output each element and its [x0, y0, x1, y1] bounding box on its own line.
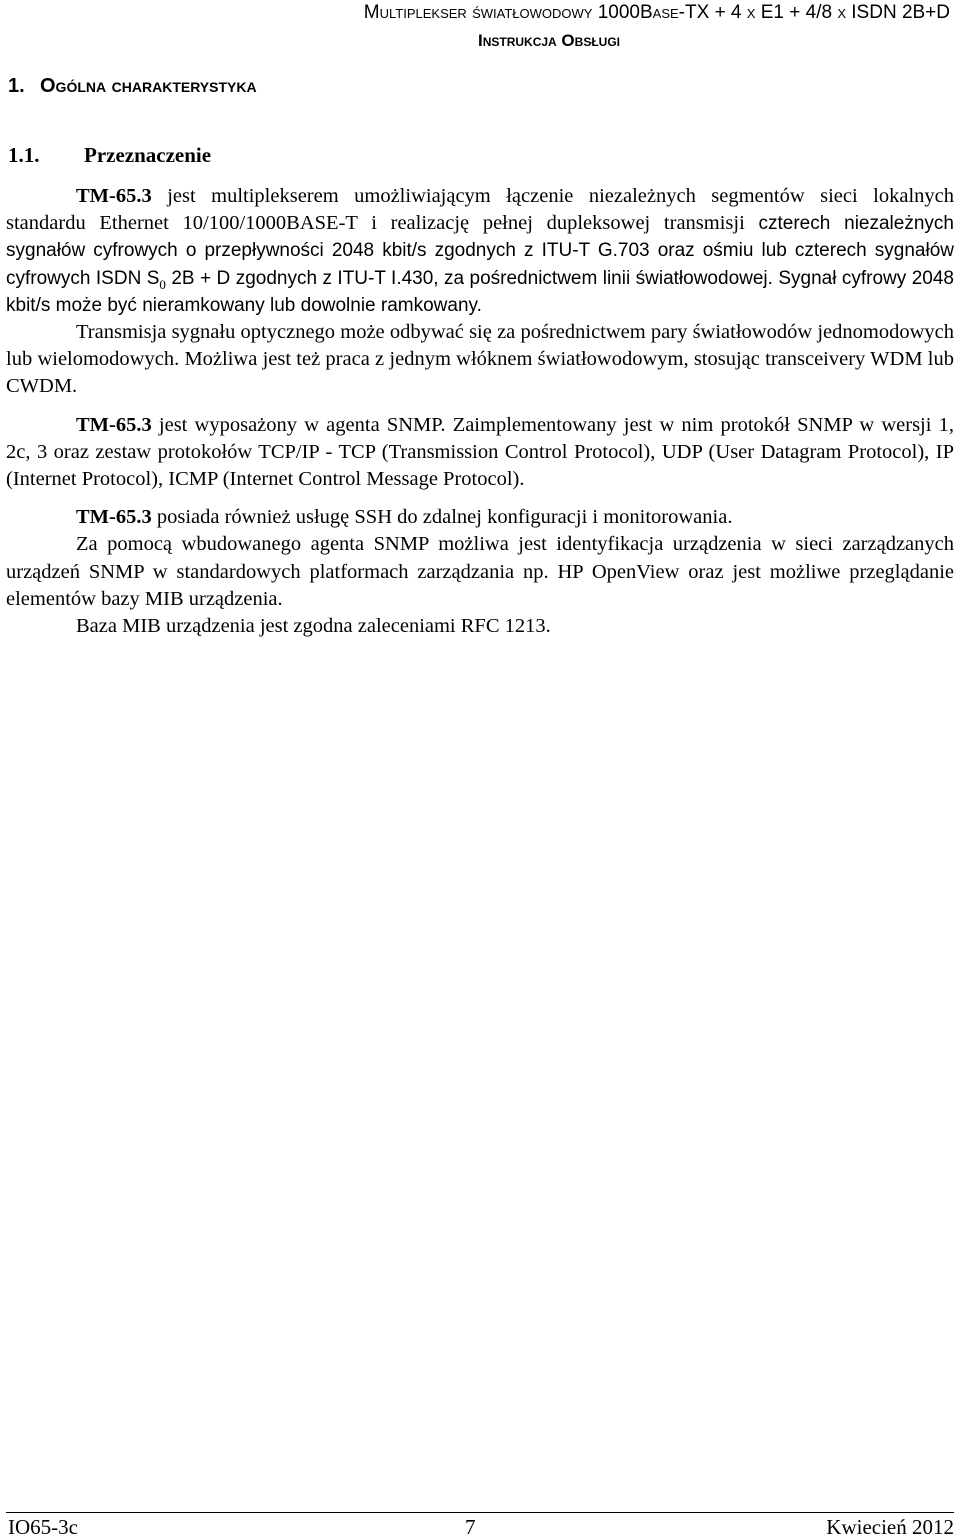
- paragraph-purpose: [6, 183, 954, 319]
- footer-page-number: 7: [465, 1515, 476, 1539]
- section-heading: [8, 142, 211, 169]
- subscript: 0: [159, 276, 166, 292]
- paragraph-snmp: [6, 412, 954, 494]
- running-header-subtitle: Instrukcja Obsługi: [477, 31, 620, 50]
- section-number: 1.1.: [8, 143, 40, 167]
- model-name: TM-65.3: [76, 413, 152, 436]
- paragraph-text: posiada również usługę SSH do zdalnej konfiguracji i monitorowania.: [151, 506, 733, 529]
- page-footer: [6, 1514, 954, 1540]
- model-name: TM-65.3: [76, 185, 152, 207]
- paragraph-text: czterech niezależnych sygnałów cyfrowych o przepływności 2048 kbit/s zgodnych z ITU-T G.703 oraz ośmiu lub czterech sygnałów cyfrowych ISDN S: [6, 213, 954, 289]
- chapter-heading: [8, 73, 257, 99]
- paragraph-mib: Baza MIB urządzenia jest zgodna zaleceniami RFC 1213.: [76, 615, 551, 638]
- paragraph-transmission: Transmisja sygnału optycznego może odbywać się za pośrednictwem pary światłowodów jednomodowych lub wielomodowych. Możliwa jest też praca z jednym włóknem światłowodowym, stosując transceivery WDM lub CWDM.: [6, 321, 954, 398]
- paragraph-ssh: [6, 504, 954, 531]
- paragraph-agent: Za pomocą wbudowanego agenta SNMP możliwa jest identyfikacja urządzenia w sieci zarządzanych urządzeń SNMP w standardowych platformach zarządzania np. HP OpenView oraz jest możliwe przeglądanie elementów bazy MIB urządzenia.: [6, 533, 954, 610]
- chapter-title: Ogólna charakterystyka: [40, 75, 257, 97]
- paragraph-text: jest multiplekserem umożliwiającym łączenie niezależnych segmentów sieci lokalnych standardu Ethernet 10/100/1000BASE-T i realizację pełnej dupleksowej transmisji: [6, 185, 954, 235]
- body-text: [6, 183, 954, 640]
- chapter-number: 1.: [8, 75, 25, 97]
- footer-date: Kwiecień 2012: [826, 1515, 954, 1539]
- running-header-title: Multiplekser światłowodowy 1000Base-TX + 4 x E1 + 4/8 x ISDN 2B+D: [363, 2, 950, 23]
- model-name: TM-65.3: [76, 506, 152, 529]
- footer-doc-id: IO65-3c: [8, 1515, 78, 1539]
- paragraph-text: jest wyposażony w agenta SNMP. Zaimplementowany jest w nim protokół SNMP w wersji 1, 2c, 3 oraz zestaw protokołów TCP/IP - TCP (Transmission Control Protocol), UDP (User Datagram Protocol), IP (Internet Protocol), ICMP (Internet Control Message Protocol).: [6, 413, 954, 491]
- section-title: Przeznaczenie: [84, 143, 212, 167]
- paragraph-text: 2B + D zgodnych z ITU-T I.430, za pośrednictwem linii światłowodowej. Sygnał cyfrowy 2048 kbit/s może być nieramkowany lub dowolnie ramkowany.: [6, 267, 954, 316]
- footer-divider: [6, 1512, 954, 1513]
